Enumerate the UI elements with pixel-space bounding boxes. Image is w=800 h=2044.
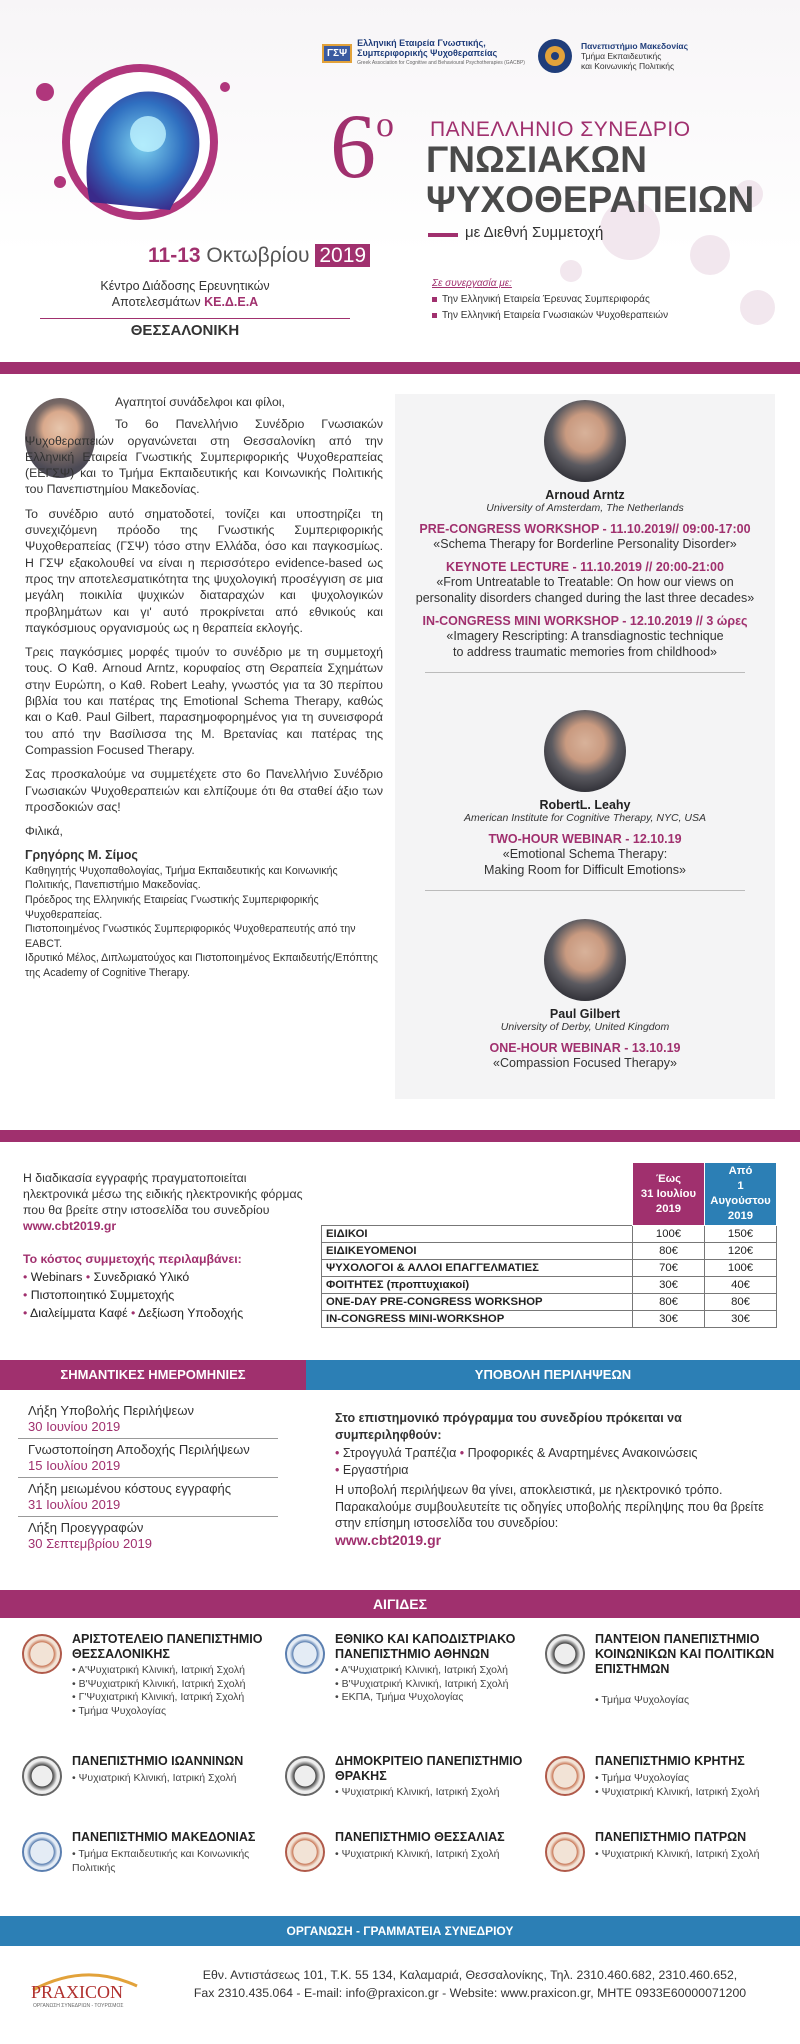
venue-line1: Κέντρο Διάδοσης Ερευνητικών [100, 279, 270, 293]
contact-line: Εθν. Αντιστάσεως 101, Τ.Κ. 55 134, Καλαμαριά, Θεσσαλονίκης, Τηλ. 2310.460.682, 2310.460.652, [202, 1968, 738, 1982]
date-entry: Γνωστοποίηση Αποδοχής Περιλήψεων 15 Ιουλίου 2019 [18, 1439, 278, 1478]
university-dept: • Τμήμα Εκπαιδευτικής και Κοινωνικής Πολιτικής [72, 1848, 250, 1874]
uoa-seal-icon [285, 1634, 325, 1674]
venue-bold: ΚΕ.Δ.Ε.Α [204, 295, 259, 309]
fee-includes-title: Το κόστος συμμετοχής περιλαμβάνει: [23, 1252, 242, 1266]
date-entry: Λήξη μειωμένου κόστους εγγραφής 31 Ιουλίου 2019 [18, 1478, 278, 1517]
conference-title-line2: ΓΝΩΣΙΑΚΩΝ [426, 139, 647, 180]
fees-header-row [322, 1163, 777, 1226]
uom-dept-line2: και Κοινωνικής Πολιτικής [581, 61, 675, 71]
university-name: ΕΘΝΙΚΟ ΚΑΙ ΚΑΠΟΔΙΣΤΡΙΑΚΟ ΠΑΝΕΠΙΣΤΗΜΙΟ ΑΘΗΝΩΝ [335, 1632, 516, 1661]
date-month: Οκτωβρίου [206, 244, 310, 267]
letter-paragraph: Τρεις παγκόσμιες μορφές τιμούν το συνέδριο με τη συμμετοχή τους. Ο Καθ. Arnoud Arntz, κορυφαίος στη Θεραπεία Σχημάτων στην Ευρώπη, ο Καθ. Robert Leahy, γνωστός για τα 30 περίπου βιβλία του και πατέρας της Emotional Schema Therapy, καθώς και ο Καθ. Paul Gilbert, παρασημοφορημένος για τη συνεισφορά του από την Βασίλισσα της Μ. Βρετανίας και πατέρας της Compassion Focused Therapy. [25, 645, 383, 757]
table-row: ONE-DAY PRE-CONGRESS WORKSHOP 80€ 80€ [322, 1294, 777, 1311]
gsps-name-line2: Συμπεριφορικής Ψυχοθεραπείας [357, 48, 498, 58]
university-name: ΠΑΝΕΠΙΣΤΗΜΙΟ ΘΕΣΣΑΛΙΑΣ [335, 1830, 505, 1844]
fee-includes: Το κόστος συμμετοχής περιλαμβάνει: • Webinars • Συνεδριακό Υλικό • Πιστοποιητικό Συμμετοχής • Διαλείμματα Καφέ • Δεξίωση Υποδοχής [23, 1250, 323, 1322]
fees-col-early: Έως 31 Ιουλίου 2019 [633, 1163, 705, 1226]
signer-title: Πιστοποιημένος Γνωστικός Συμπεριφορικός Ψυχοθεραπευτής από την EABCT. [25, 923, 356, 950]
university-dept: • Τμήμα Ψυχολογίας [595, 1694, 690, 1706]
fee-include-item: Δεξίωση Υποδοχής [138, 1306, 244, 1320]
session-title: personality disorders changed during the last three decades» [415, 591, 755, 605]
thessaly-seal-icon [285, 1832, 325, 1872]
gsps-name-line1: Ελληνική Εταιρεία Γνωστικής, [357, 38, 486, 48]
program-item: Εργαστήρια [342, 1462, 409, 1477]
speaker-photo [544, 919, 626, 1001]
session-heading: ONE-HOUR WEBINAR - 13.10.19 [489, 1041, 681, 1055]
session-heading: KEYNOTE LECTURE - 11.10.2019 // 20:00-21:00 [446, 560, 724, 574]
gsps-logo-mark: ΓΣΨ [322, 44, 352, 63]
uom-logo [535, 34, 780, 78]
crete-seal-icon [545, 1756, 585, 1796]
uom-emblem-icon [535, 36, 575, 76]
cooperation-box [432, 276, 668, 324]
program-item: Στρογγυλά Τραπέζια [342, 1446, 457, 1460]
date-days: 11-13 [148, 244, 201, 267]
letter-paragraph: Σας προσκαλούμε να συμμετέχετε στο 6ο Πανελλήνιο Συνέδριο Γνωσιακών Ψυχοθεραπειών και ελπίζουμε ότι θα σταθεί άξιο των προσδοκιών σας! [25, 767, 383, 814]
panteion-seal-icon [545, 1634, 585, 1674]
session-heading: TWO-HOUR WEBINAR - 12.10.19 [488, 832, 682, 846]
speaker-affiliation: American Institute for Cognitive Therapy, NYC, USA [464, 812, 706, 824]
uom-seal-icon [22, 1832, 62, 1872]
table-row: IN-CONGRESS MINI-WORKSHOP 30€ 30€ [322, 1311, 777, 1328]
speaker-leahy [395, 710, 775, 903]
speaker-name: RobertL. Leahy [539, 798, 631, 812]
session-heading: PRE-CONGRESS WORKSHOP - 11.10.2019// 09:00-17:00 [419, 522, 751, 536]
welcome-letter [25, 394, 383, 980]
session-title: «Imagery Rescripting: A transdiagnostic technique [446, 629, 724, 643]
session-heading: IN-CONGRESS MINI WORKSHOP - 12.10.2019 // 3 ώρες [422, 614, 748, 628]
session-title: Making Room for Difficult Emotions» [484, 863, 686, 877]
session-title: «From Untreatable to Treatable: On how our views on [436, 575, 734, 589]
speaker-gilbert [395, 919, 775, 1071]
organization-header: ΟΡΓΑΝΩΣΗ - ΓΡΑΜΜΑΤΕΙΑ ΣΥΝΕΔΡΙΟΥ [0, 1916, 800, 1946]
venue-line2: Αποτελεσμάτων [111, 295, 201, 309]
conference-title-line3: ΨΥΧΟΘΕΡΑΠΕΙΩΝ [426, 179, 755, 220]
contact-info [155, 1966, 785, 2002]
abstract-intro: Στο επιστημονικό πρόγραμμα του συνεδρίου πρόκειται να συμπεριληφθούν: [335, 1411, 682, 1442]
signer-name: Γρηγόρης Μ. Σίμος [25, 848, 138, 863]
edition-sup: ο [376, 104, 394, 144]
signer-title: Πρόεδρος της Ελληνικής Εταιρείας Γνωστικής Συμπεριφορικής Ψυχοθεραπείας. [25, 893, 319, 921]
university-dept: • Α'Ψυχιατρική Κλινική, Ιατρική Σχολή • Β'Ψυχιατρική Κλινική, Ιατρική Σχολή • Γ'Ψυχιατρική Κλινική, Ιατρική Σχολή • Τμήμα Ψυχολογίας [72, 1664, 246, 1717]
patras-seal-icon [545, 1832, 585, 1872]
fees-col-late: Από 1 Αυγούστου 2019 [705, 1163, 777, 1226]
fee-include-item: Διαλείμματα Καφέ [30, 1306, 128, 1320]
session-title: «Emotional Schema Therapy: [502, 847, 668, 861]
conference-subtitle: με Διεθνή Συμμετοχή [465, 224, 604, 241]
praxicon-logo-sub: ΟΡΓΑΝΩΣΗ ΣΥΝΕΔΡΙΩΝ - ΤΟΥΡΙΣΜΟΣ [33, 2003, 124, 2009]
conference-date [148, 244, 370, 268]
conference-title-main [426, 140, 754, 220]
signer-title: Καθηγητής Ψυχοπαθολογίας, Τμήμα Εκπαιδευτικής και Κοινωνικής Πολιτικής, Πανεπιστήμιο Μακεδονίας. [25, 864, 338, 892]
table-row: ΕΙΔΙΚΕΥΟΜΕΝΟΙ 80€ 120€ [322, 1243, 777, 1260]
edition-number: $6^o$ [330, 95, 394, 197]
university-name: ΠΑΝΤΕΙΟΝ ΠΑΝΕΠΙΣΤΗΜΙΟ ΚΟΙΝΩΝΙΚΩΝ ΚΑΙ ΠΟΛΙΤΙΚΩΝ ΕΠΙΣΤΗΜΩΝ [595, 1632, 775, 1676]
auspices-header: ΑΙΓΙΔΕΣ [0, 1590, 800, 1618]
session-title: to address traumatic memories from childhood» [452, 645, 717, 659]
session-title: «Schema Therapy for Borderline Personality Disorder» [433, 537, 737, 551]
contact-line: Fax 2310.435.064 - E-mail: info@praxicon.gr - Website: www.praxicon.gr, ΜΗΤΕ 0933Ε60000071200 [193, 1986, 747, 2000]
registration-url-link[interactable]: www.cbt2019.gr [23, 1219, 117, 1233]
cooperation-item: Την Ελληνική Εταιρεία Έρευνας Συμπεριφοράς [432, 292, 668, 308]
speaker-name: Paul Gilbert [549, 1007, 621, 1021]
city: ΘΕΣΣΑΛΟΝΙΚΗ [130, 322, 240, 339]
speaker-photo [544, 710, 626, 792]
letter-paragraph: Το 6ο Πανελλήνιο Συνέδριο Γνωσιακών Ψυχοθεραπειών οργανώνεται στη Θεσσαλονίκη από την Ελληνική Εταιρεία Γνωστικής Συμπεριφορικής Ψυχοθεραπείας (ΕΕΓΣΨ) και το Τμήμα Εκπαιδευτικής και Κοινωνικής Πολιτικής του Πανεπιστημίου Μακεδονίας. [25, 417, 383, 497]
signer-title: Ιδρυτικό Μέλος, Διπλωματούχος και Πιστοποιημένος Εκπαιδευτής/Επόπτης της Academy of Cognitive Therapy. [25, 952, 378, 979]
speaker-arntz [395, 400, 775, 685]
university-dept: • Τμήμα Ψυχολογίας • Ψυχιατρική Κλινική, Ιατρική Σχολή [595, 1772, 760, 1798]
speaker-affiliation: University of Amsterdam, The Netherlands [486, 502, 684, 514]
duth-seal-icon [285, 1756, 325, 1796]
university-name: ΠΑΝΕΠΙΣΤΗΜΙΟ ΠΑΤΡΩΝ [595, 1830, 747, 1844]
abstract-submission-header: ΥΠΟΒΟΛΗ ΠΕΡΙΛΗΨΕΩΝ [306, 1360, 800, 1390]
program-item: Προφορικές & Αναρτημένες Ανακοινώσεις [467, 1446, 698, 1460]
session-title: «Compassion Focused Therapy» [493, 1056, 677, 1070]
speaker-divider [425, 890, 745, 891]
university-dept: • Α'Ψυχιατρική Κλινική, Ιατρική Σχολή • Β'Ψυχιατρική Κλινική, Ιατρική Σχολή • ΕΚΠΑ, Τμήμα Ψυχολογίας [335, 1664, 509, 1703]
fees-table [321, 1162, 777, 1328]
university-name: ΔΗΜΟΚΡΙΤΕΙΟ ΠΑΝΕΠΙΣΤΗΜΙΟ ΘΡΑΚΗΣ [335, 1754, 523, 1783]
table-row: ΦΟΙΤΗΤΕΣ (προπτυχιακοί) 30€ 40€ [322, 1277, 777, 1294]
letter-paragraph: Το συνέδριο αυτό σηματοδοτεί, τονίζει και υποστηρίζει τη συνεχιζόμενη πρόοδο της Γνωστικής Συμπεριφορικής Ψυχοθεραπείας (ΓΣΨ) τόσο στην Ελλάδα, όσο και παγκοσμίως. Η ΓΣΨ εξακολουθεί να είναι η περισσότερο evidence-based ως προς την αποτελεσματικότητα της ψυχολογική προσέγγιση σε μια μεγάλη ποικιλία ψυχικών διαταραχών και ψυχολογικών προβλημάτων και γι' αυτό προκρίνεται από εθνικούς και παγκόσμιους οργανισμούς ως η θεραπεία εκλογής. [25, 506, 383, 635]
date-entry: Λήξη Υποβολής Περιλήψεων 30 Ιουνίου 2019 [18, 1400, 278, 1439]
praxicon-logo [25, 1960, 145, 2010]
university-dept: • Ψυχιατρική Κλινική, Ιατρική Σχολή [335, 1848, 500, 1860]
speaker-name: Arnoud Arntz [545, 488, 625, 502]
venue [40, 278, 330, 310]
important-dates-list [18, 1400, 278, 1555]
university-dept: • Ψυχιατρική Κλινική, Ιατρική Σχολή [72, 1772, 237, 1784]
cooperation-title: Σε συνεργασία με: [432, 278, 512, 289]
fee-include-item: Webinars [30, 1270, 83, 1284]
date-year: 2019 [315, 244, 370, 267]
gsps-sub: Greek Association for Cognitive and Behavioural Psychotherapies (GACBP) [357, 60, 525, 66]
speaker-photo [544, 400, 626, 482]
auth-seal-icon [22, 1634, 62, 1674]
speaker-affiliation: University of Derby, United Kingdom [500, 1021, 670, 1033]
conference-title-line1: ΠΑΝΕΛΛΗΝΙΟ ΣΥΝΕΔΡΙΟ [430, 118, 691, 141]
fee-include-item: Πιστοποιητικό Συμμετοχής [30, 1288, 175, 1302]
university-name: ΠΑΝΕΠΙΣΤΗΜΙΟ ΚΡΗΤΗΣ [595, 1754, 745, 1768]
uom-name: Πανεπιστήμιο Μακεδονίας [581, 41, 689, 51]
table-row: ΕΙΔΙΚΟΙ 100€ 150€ [322, 1226, 777, 1243]
university-dept: • Ψυχιατρική Κλινική, Ιατρική Σχολή [595, 1848, 760, 1860]
important-dates-header: ΣΗΜΑΝΤΙΚΕΣ ΗΜΕΡΟΜΗΝΙΕΣ [0, 1360, 306, 1390]
section-divider [0, 1130, 800, 1142]
university-name: ΠΑΝΕΠΙΣΤΗΜΙΟ ΙΩΑΝΝΙΝΩΝ [72, 1754, 244, 1768]
university-name: ΠΑΝΕΠΙΣΤΗΜΙΟ ΜΑΚΕΔΟΝΙΑΣ [72, 1830, 256, 1844]
university-name: ΑΡΙΣΤΟΤΕΛΕΙΟ ΠΑΝΕΠΙΣΤΗΜΙΟ ΘΕΣΣΑΛΟΝΙΚΗΣ [72, 1632, 263, 1661]
letter-greeting: Αγαπητοί συνάδελφοι και φίλοι, [115, 395, 285, 409]
abstract-submission-text: Στο επιστημονικό πρόγραμμα του συνεδρίου πρόκειται να συμπεριληφθούν: • Στρογγυλά Τραπέζια • Προφορικές & Αναρτημένες Ανακοινώσεις • Εργαστήρια Η υποβολή περιλήψεων θα γίνει, αποκλειστικά, με ηλεκτρονικό τρόπο. Παρακαλούμε συμβουλευτείτε τις οδηγίες υποβολής περίληψης που θα βρείτε στην επίσημη ιστοσελίδα του συνεδρίου: www.cbt2019.gr [335, 1410, 775, 1549]
title-accent-bar [428, 233, 458, 237]
abstract-instructions: Η υποβολή περιλήψεων θα γίνει, αποκλειστικά, με ηλεκτρονικό τρόπο. Παρακαλούμε συμβουλευτείτε τις οδηγίες υποβολής περίληψης που θα βρείτε στην επίσημη ιστοσελίδα του συνεδρίου: [335, 1483, 764, 1530]
date-entry: Λήξη Προεγγραφών 30 Σεπτεμβρίου 2019 [28, 1520, 152, 1551]
abstract-url-link[interactable]: www.cbt2019.gr [335, 1531, 442, 1548]
brain-head-illustration [20, 62, 250, 232]
letter-closing: Φιλικά, [25, 824, 63, 839]
uom-dept-line1: Τμήμα Εκπαιδευτικής [581, 51, 662, 61]
section-divider [0, 362, 800, 374]
fee-include-item: Συνεδριακό Υλικό [93, 1270, 190, 1284]
speaker-divider [425, 672, 745, 673]
cooperation-item: Την Ελληνική Εταιρεία Γνωσιακών Ψυχοθεραπειών [432, 308, 668, 324]
ioannina-seal-icon [22, 1756, 62, 1796]
speakers-panel [395, 394, 775, 1099]
praxicon-logo-text: PRAXICON [31, 1982, 124, 2002]
venue-divider [40, 318, 350, 319]
table-row: ΨΥΧΟΛΟΓΟΙ & ΑΛΛΟΙ ΕΠΑΓΓΕΛΜΑΤΙΕΣ 70€ 100€ [322, 1260, 777, 1277]
university-dept: • Ψυχιατρική Κλινική, Ιατρική Σχολή [335, 1786, 500, 1798]
registration-text: Η διαδικασία εγγραφής πραγματοποιείται ηλεκτρονικά μέσω της ειδικής ηλεκτρονικής φόρμας που θα βρείτε στην ιστοσελίδα του συνεδρίου www.cbt2019.gr [23, 1171, 303, 1233]
